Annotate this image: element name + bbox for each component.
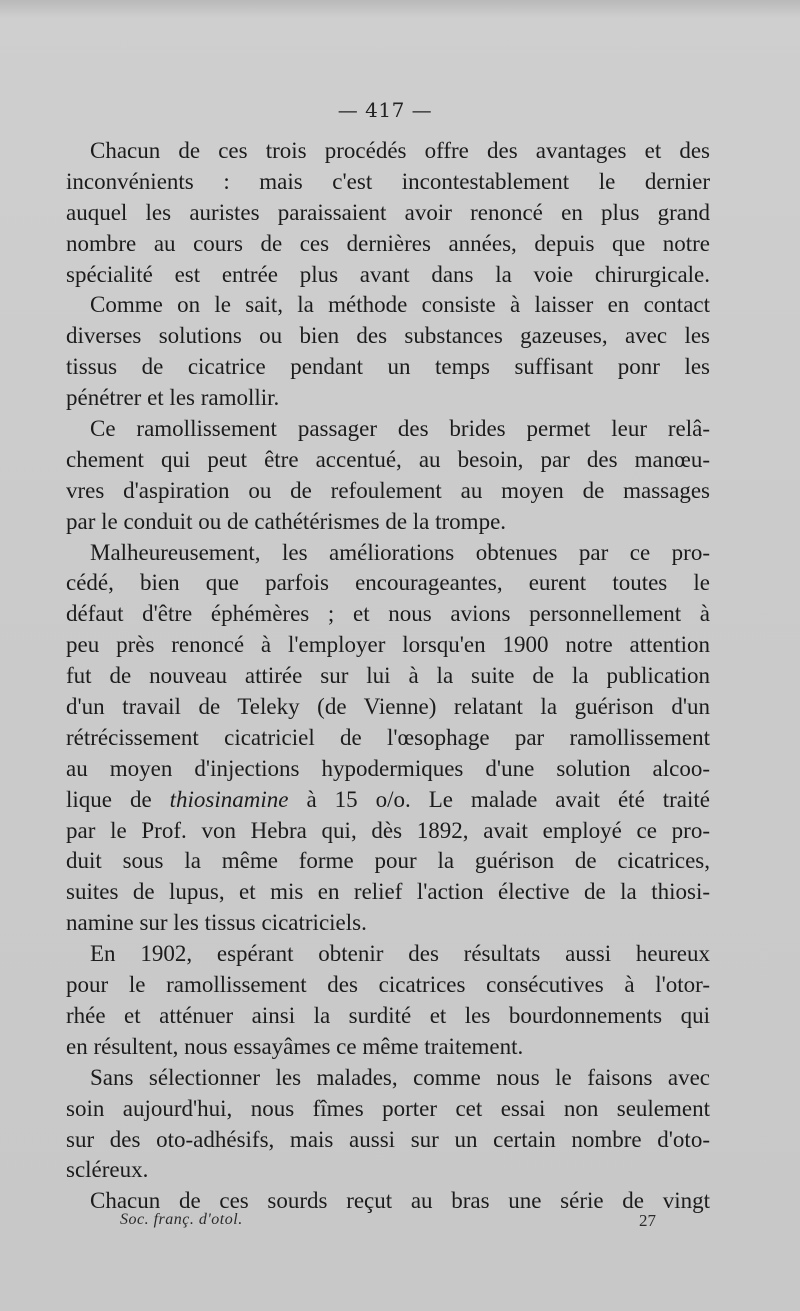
- text-line: Chacun de ces trois procédés offre des avantages et des: [90, 138, 710, 163]
- text-line: inconvénients : mais c'est incontestablement le dernier: [66, 168, 710, 194]
- text-line: défaut d'être éphémères ; et nous avions personnellement à: [66, 601, 710, 627]
- text-line: spécialité est entrée plus avant dans la voie chirurgicale.: [66, 261, 710, 287]
- text-line: duit sous la même forme pour la guérison de cicatrices,: [66, 848, 710, 874]
- text-line: Comme on le sait, la méthode consiste à laisser en contact: [90, 292, 710, 318]
- text-line: en résultent, nous essayâmes ce même traitement.: [66, 1033, 524, 1059]
- text-line: namine sur les tissus cicatriciels.: [66, 910, 367, 936]
- page-footer: [120, 1211, 660, 1229]
- text-line: cédé, bien que parfois encourageantes, eurent toutes le: [66, 570, 710, 596]
- text-line-with-italic: [66, 785, 710, 816]
- text-line: Malheureusement, les améliorations obtenues par ce pro-: [90, 539, 710, 565]
- page-number: — 417 —: [337, 98, 433, 122]
- text-line: Chacun de ces sourds reçut au bras une série de vingt: [90, 1188, 710, 1214]
- text-line: d'un travail de Teleky (de Vienne) relatant la guérison d'un: [66, 694, 710, 720]
- footer-signature: 27: [639, 1211, 656, 1230]
- text-line: suites de lupus, et mis en relief l'action élective de la thiosi-: [66, 879, 710, 905]
- text-line: peu près renoncé à l'employer lorsqu'en 1900 notre attention: [66, 632, 710, 658]
- text-line: fut de nouveau attirée sur lui à la suite de la publication: [66, 663, 710, 689]
- text-fragment: à 15 o/o. Le malade avait été traité: [288, 786, 710, 812]
- text-line: par le Prof. von Hebra qui, dès 1892, avait employé ce pro-: [66, 817, 710, 843]
- text-line: au moyen d'injections hypodermiques d'une solution alcoo-: [66, 755, 710, 781]
- text-line: sur des oto-adhésifs, mais aussi sur un certain nombre d'oto-: [66, 1126, 710, 1152]
- italic-term: thiosinamine: [169, 786, 289, 812]
- text-line: par le conduit ou de cathétérismes de la trompe.: [66, 508, 507, 534]
- text-line: soin aujourd'hui, nous fîmes porter cet essai non seulement: [66, 1095, 710, 1121]
- text-line: pénétrer et les ramollir.: [66, 385, 280, 411]
- text-line: auquel les auristes paraissaient avoir renoncé en plus grand: [66, 199, 710, 225]
- text-line: scléreux.: [66, 1157, 149, 1183]
- text-line: En 1902, espérant obtenir des résultats aussi heureux: [90, 941, 710, 967]
- text-line: nombre au cours de ces dernières années, depuis que notre: [66, 230, 710, 256]
- text-line: tissus de cicatrice pendant un temps suffisant ponr les: [66, 354, 710, 380]
- text-line: diverses solutions ou bien des substances gazeuses, avec les: [66, 323, 710, 349]
- text-fragment: lique de: [66, 786, 170, 812]
- text-line: Sans sélectionner les malades, comme nous le faisons avec: [90, 1064, 710, 1090]
- text-line: Ce ramollissement passager des brides permet leur relâ-: [90, 416, 710, 442]
- body-text: [66, 136, 710, 1217]
- text-line: rhée et atténuer ainsi la surdité et les bourdonnements qui: [66, 1002, 710, 1028]
- footer-source: Soc. franç. d'otol.: [120, 1211, 243, 1228]
- text-line: rétrécissement cicatriciel de l'œsophage par ramollissement: [66, 724, 710, 750]
- text-line: vres d'aspiration ou de refoulement au moyen de massages: [66, 477, 710, 503]
- text-line: pour le ramollissement des cicatrices consécutives à l'otor-: [66, 972, 710, 998]
- text-line: chement qui peut être accentué, au besoin, par des manœu-: [66, 446, 710, 472]
